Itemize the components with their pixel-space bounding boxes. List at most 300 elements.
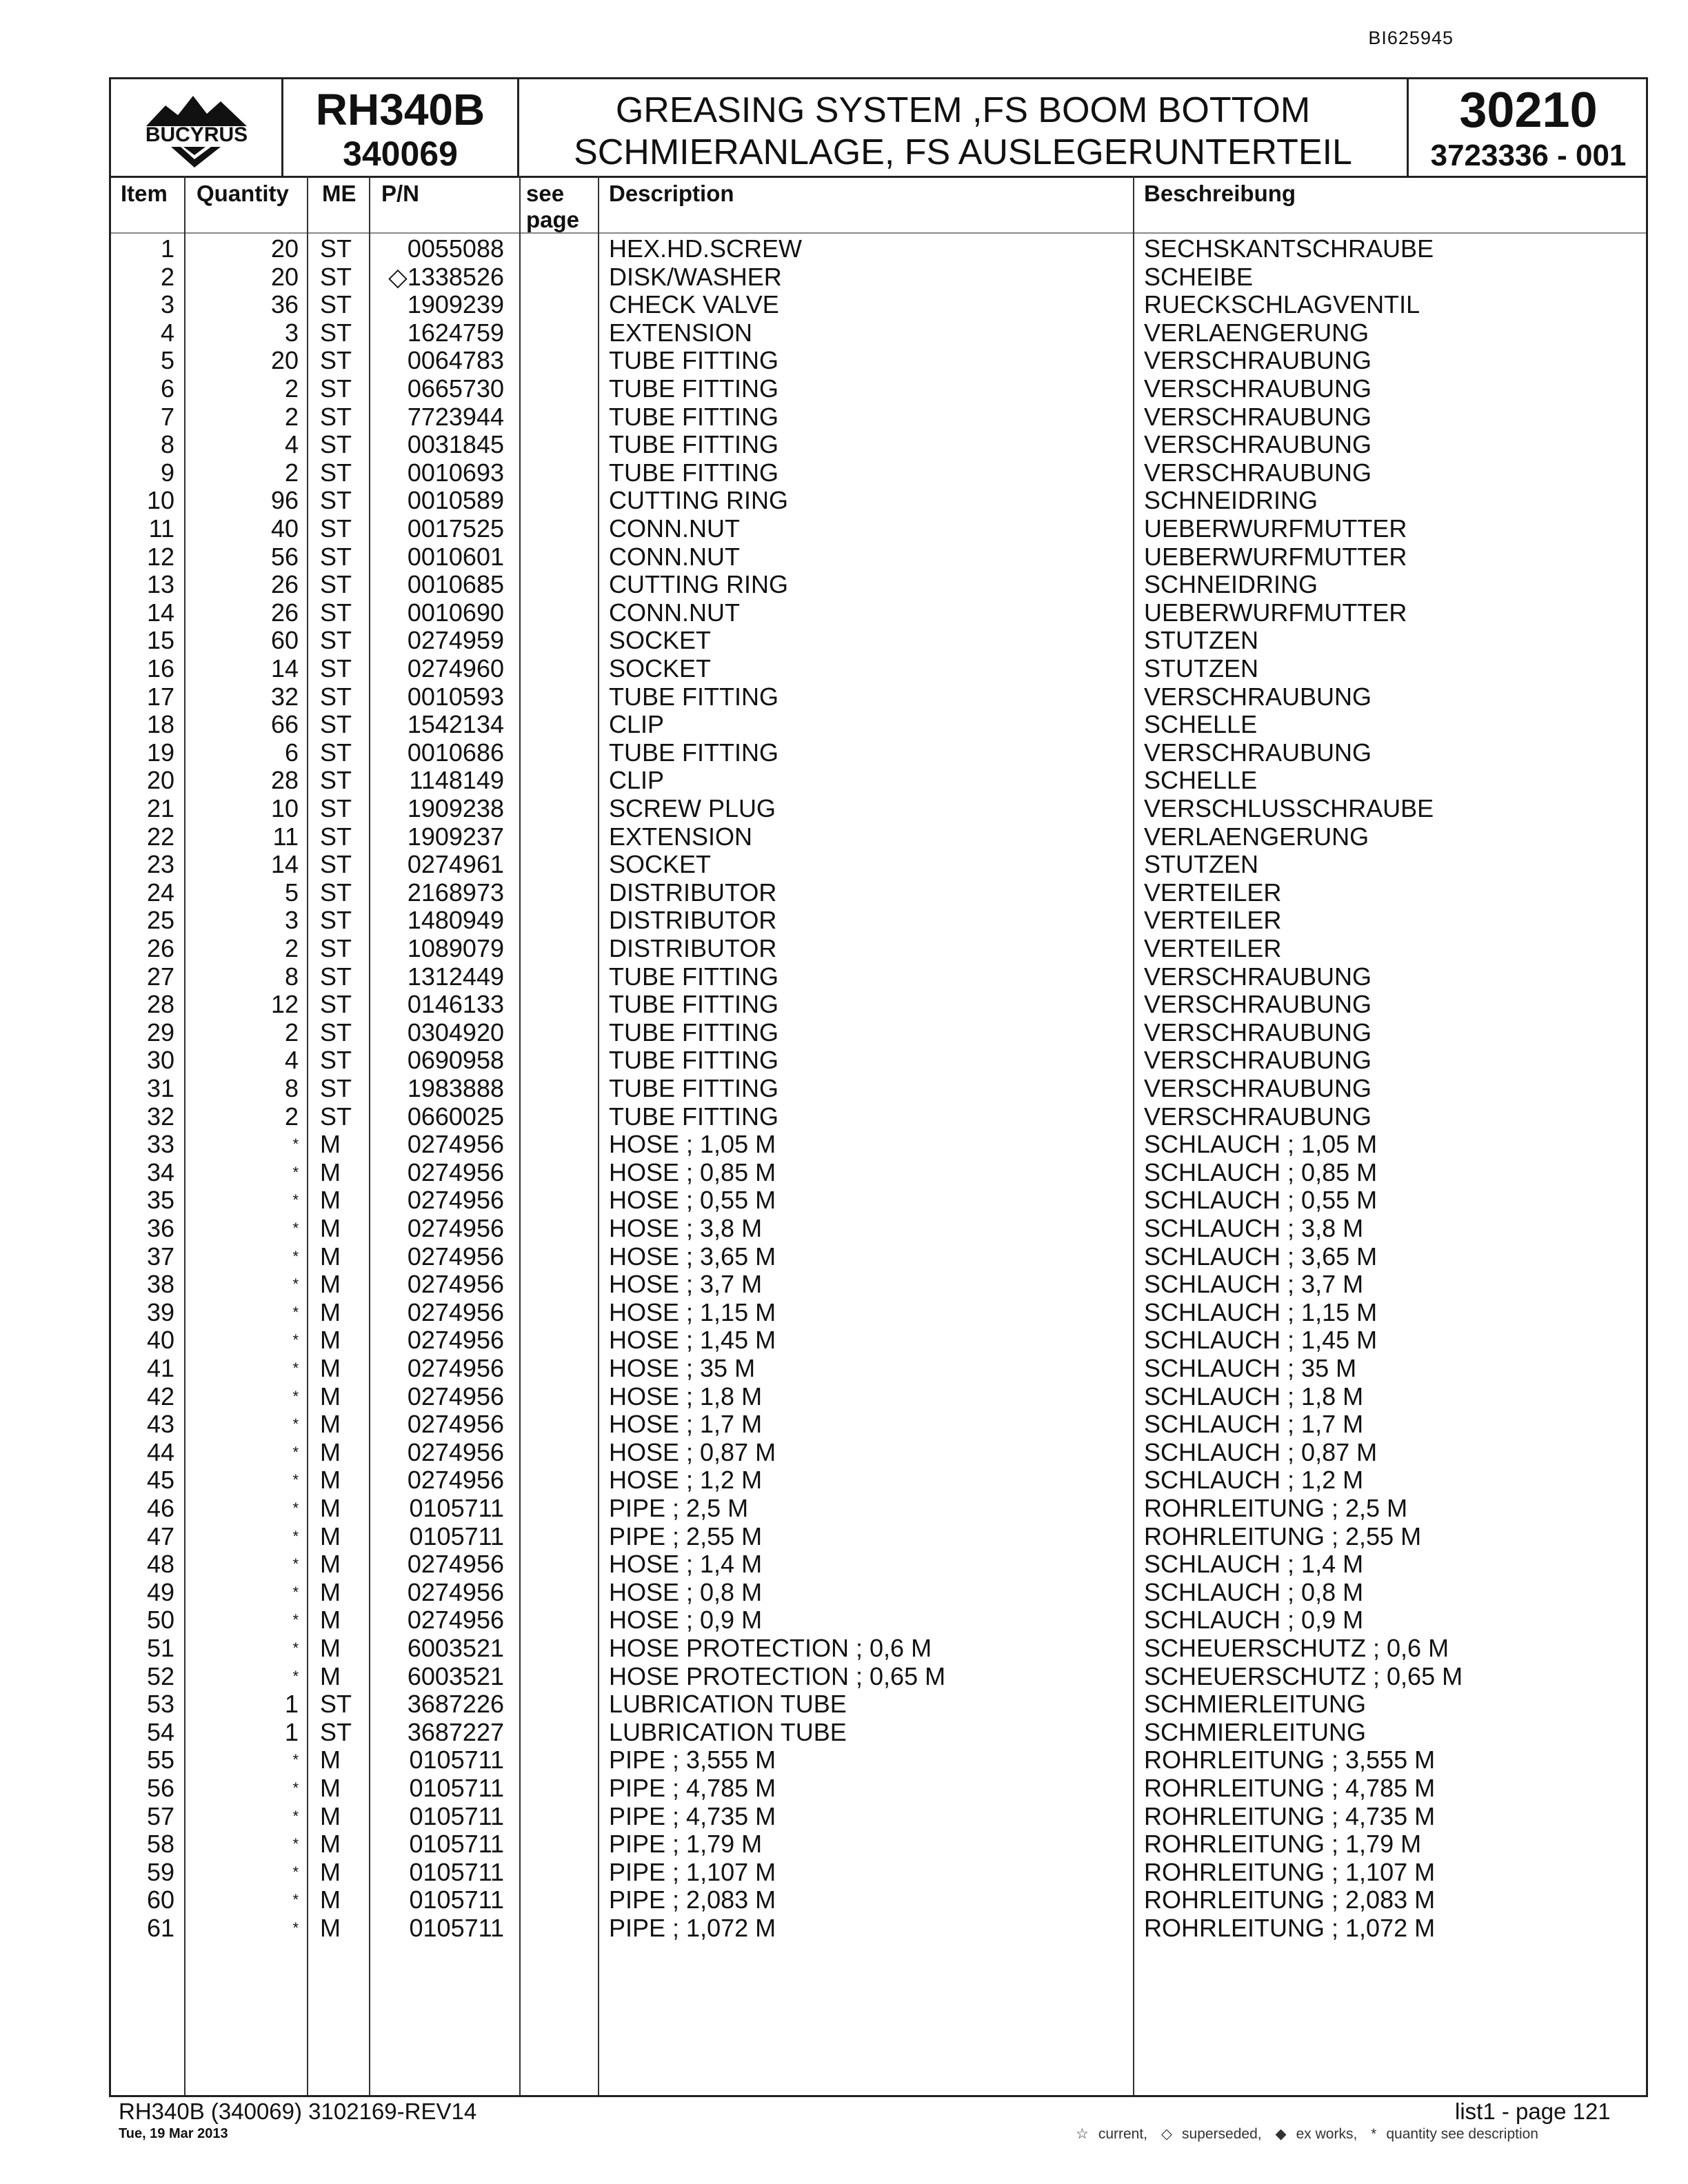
table-row [111, 1690, 1646, 1719]
table-row [111, 1495, 1646, 1523]
table-row [111, 851, 1646, 879]
item-beschreibung: ROHRLEITUNG ; 2,083 M [1144, 1885, 1436, 1914]
item-description: HOSE ; 1,2 M [609, 1466, 763, 1495]
item-number: 38 [146, 1270, 174, 1299]
item-number: 2 [160, 262, 174, 291]
diamond-outline-icon: ◇ [1160, 2126, 1173, 2142]
item-beschreibung: SCHNEIDRING [1144, 486, 1318, 515]
item-quantity: 4 [284, 430, 299, 459]
item-unit: ST [320, 374, 352, 403]
item-number: 31 [146, 1074, 174, 1102]
item-description: SOCKET [609, 654, 712, 682]
item-unit: ST [320, 486, 352, 515]
item-unit: ST [320, 1018, 352, 1046]
table-row [111, 991, 1646, 1019]
item-unit: M [320, 1521, 341, 1550]
item-description: HEX.HD.SCREW [609, 234, 803, 263]
item-quantity: 3 [284, 906, 299, 935]
item-number: 49 [146, 1577, 174, 1606]
item-number: 13 [146, 570, 174, 599]
item-unit: ST [320, 262, 352, 291]
item-part-number: 0274956 [407, 1437, 504, 1466]
table-row [111, 1746, 1646, 1775]
item-quantity: 20 [270, 234, 299, 263]
item-quantity: * [292, 1639, 299, 1657]
item-quantity: * [292, 1471, 299, 1489]
item-unit: ST [320, 598, 352, 627]
table-row [111, 403, 1646, 432]
table-row [111, 347, 1646, 375]
item-number: 6 [160, 374, 174, 403]
item-number: 47 [146, 1521, 174, 1550]
header-band [111, 79, 1646, 178]
item-quantity: * [292, 1247, 299, 1265]
item-unit: ST [320, 962, 352, 991]
footer-page-label: list1 - page 121 [1455, 2099, 1611, 2124]
item-quantity: * [292, 1163, 299, 1181]
item-description: TUBE FITTING [609, 402, 778, 431]
item-quantity: 14 [270, 850, 299, 879]
table-row [111, 1326, 1646, 1355]
item-part-number: 0010589 [407, 486, 504, 515]
item-beschreibung: ROHRLEITUNG ; 4,735 M [1144, 1801, 1436, 1830]
item-part-number: 1542134 [407, 710, 504, 739]
item-beschreibung: SCHELLE [1144, 766, 1258, 795]
item-number: 48 [146, 1550, 174, 1579]
drawing-number: 3723336 - 001 [1430, 139, 1627, 172]
col-see: see [526, 181, 565, 206]
item-unit: M [320, 1801, 341, 1830]
item-part-number: 1624759 [407, 318, 504, 347]
table-row [111, 1159, 1646, 1187]
item-unit: M [320, 1242, 341, 1271]
table-row [111, 1131, 1646, 1159]
item-description: HOSE ; 0,8 M [609, 1577, 763, 1606]
item-description: TUBE FITTING [609, 374, 778, 403]
item-part-number: 0105711 [409, 1885, 504, 1914]
item-part-number: 0105711 [409, 1830, 504, 1859]
item-part-number: 0010685 [407, 570, 504, 599]
item-beschreibung: VERSCHRAUBUNG [1144, 990, 1372, 1019]
item-beschreibung: SCHEUERSCHUTZ ; 0,6 M [1144, 1634, 1449, 1662]
table-row [111, 431, 1646, 459]
item-quantity: * [292, 1583, 299, 1601]
item-part-number: 0274956 [407, 1270, 504, 1299]
table-row [111, 599, 1646, 627]
item-number: 53 [146, 1690, 174, 1719]
svg-text:BUCYRUS: BUCYRUS [145, 123, 248, 146]
table-row [111, 459, 1646, 487]
item-number: 58 [146, 1830, 174, 1859]
item-description: CLIP [609, 766, 665, 795]
item-description: PIPE ; 4,785 M [609, 1774, 776, 1802]
item-unit: ST [320, 290, 352, 319]
item-part-number: 0304920 [407, 1018, 504, 1046]
item-number: 17 [146, 682, 174, 711]
item-part-number: 0055088 [407, 234, 504, 263]
item-number: 33 [146, 1130, 174, 1159]
item-number: 60 [146, 1885, 174, 1914]
item-description: HOSE ; 0,9 M [609, 1606, 763, 1635]
item-unit: ST [320, 738, 352, 767]
item-quantity: * [292, 1835, 299, 1853]
item-quantity: 26 [270, 598, 299, 627]
item-beschreibung: RUECKSCHLAGVENTIL [1144, 290, 1420, 319]
item-quantity: * [292, 1275, 299, 1293]
table-row [111, 1803, 1646, 1831]
item-unit: ST [320, 430, 352, 459]
item-description: TUBE FITTING [609, 1074, 778, 1102]
item-number: 9 [160, 458, 174, 487]
item-quantity: * [292, 1863, 299, 1881]
item-quantity: * [292, 1303, 299, 1321]
table-row [111, 1046, 1646, 1075]
item-part-number: 0274956 [407, 1242, 504, 1271]
item-description: HOSE ; 1,05 M [609, 1130, 776, 1159]
footer-date: Tue, 19 Mar 2013 [119, 2126, 228, 2141]
item-number: 26 [146, 934, 174, 962]
table-row [111, 1859, 1646, 1887]
model-cell [283, 79, 519, 176]
item-part-number: 1909238 [407, 794, 504, 822]
item-beschreibung: SCHLAUCH ; 35 M [1144, 1354, 1357, 1382]
table-row [111, 487, 1646, 515]
item-part-number: 0105711 [409, 1494, 504, 1522]
table-row [111, 1550, 1646, 1579]
group-number: 30210 [1459, 83, 1598, 138]
item-number: 12 [146, 542, 174, 571]
item-unit: M [320, 1577, 341, 1606]
item-beschreibung: ROHRLEITUNG ; 4,785 M [1144, 1774, 1436, 1802]
col-pn: P/N [381, 181, 420, 206]
item-part-number: 0010601 [407, 542, 504, 571]
table-row [111, 1410, 1646, 1439]
item-quantity: 20 [270, 262, 299, 291]
item-number: 23 [146, 850, 174, 879]
item-beschreibung: ROHRLEITUNG ; 1,107 M [1144, 1857, 1436, 1886]
item-beschreibung: SCHLAUCH ; 1,7 M [1144, 1410, 1364, 1439]
item-description: HOSE ; 3,7 M [609, 1270, 763, 1299]
item-number: 8 [160, 430, 174, 459]
item-description: HOSE ; 0,87 M [609, 1437, 776, 1466]
item-number: 51 [146, 1634, 174, 1662]
item-quantity: * [292, 1779, 299, 1797]
item-part-number: 0274956 [407, 1157, 504, 1186]
item-part-number: 0017525 [407, 514, 504, 543]
item-part-number: 1148149 [409, 766, 504, 795]
table-row [111, 375, 1646, 403]
table-row [111, 1383, 1646, 1411]
item-quantity: * [292, 1387, 299, 1405]
item-quantity: * [292, 1191, 299, 1209]
item-beschreibung: SCHEIBE [1144, 262, 1254, 291]
item-quantity: 56 [270, 542, 299, 571]
table-row [111, 319, 1646, 347]
item-number: 40 [146, 1326, 174, 1355]
item-unit: ST [320, 1046, 352, 1075]
item-part-number: 0274956 [407, 1466, 504, 1495]
item-quantity: * [292, 1527, 299, 1545]
item-part-number: 0105711 [409, 1746, 504, 1775]
item-unit: ST [320, 1102, 352, 1131]
item-unit: ST [320, 542, 352, 571]
item-description: HOSE ; 1,7 M [609, 1410, 763, 1439]
table-row [111, 1299, 1646, 1327]
item-part-number: 1089079 [407, 934, 504, 962]
table-row [111, 711, 1646, 739]
item-unit: ST [320, 850, 352, 879]
item-part-number: 0031845 [407, 430, 504, 459]
item-number: 59 [146, 1857, 174, 1886]
item-beschreibung: SCHLAUCH ; 3,65 M [1144, 1242, 1378, 1271]
title-english: GREASING SYSTEM ,FS BOOM BOTTOM [615, 90, 1311, 130]
item-beschreibung: STUTZEN [1144, 626, 1258, 655]
item-unit: ST [320, 654, 352, 682]
item-unit: ST [320, 234, 352, 263]
item-description: CONN.NUT [609, 514, 740, 543]
item-description: CONN.NUT [609, 542, 740, 571]
item-number: 41 [146, 1354, 174, 1382]
item-number: 14 [146, 598, 174, 627]
item-beschreibung: ROHRLEITUNG ; 2,55 M [1144, 1521, 1422, 1550]
item-description: PIPE ; 1,79 M [609, 1830, 763, 1859]
item-unit: M [320, 1157, 341, 1186]
item-unit: M [320, 1130, 341, 1159]
item-quantity: * [292, 1667, 299, 1685]
item-part-number: 0274961 [407, 850, 504, 879]
item-part-number: 1983888 [407, 1074, 504, 1102]
item-beschreibung: SCHLAUCH ; 1,15 M [1144, 1297, 1378, 1326]
item-unit: M [320, 1437, 341, 1466]
item-unit: ST [320, 794, 352, 822]
item-beschreibung: SCHLAUCH ; 1,4 M [1144, 1550, 1364, 1579]
item-beschreibung: VERSCHRAUBUNG [1144, 1018, 1372, 1046]
item-beschreibung: VERSCHRAUBUNG [1144, 430, 1372, 459]
item-quantity: 3 [284, 318, 299, 347]
item-beschreibung: VERSCHRAUBUNG [1144, 402, 1372, 431]
table-row [111, 767, 1646, 795]
col-beschreibung: Beschreibung [1144, 181, 1296, 206]
item-beschreibung: SCHLAUCH ; 3,7 M [1144, 1270, 1364, 1299]
item-beschreibung: STUTZEN [1144, 850, 1258, 879]
document-id: BI625945 [1368, 28, 1454, 48]
table-row [111, 1186, 1646, 1215]
item-beschreibung: SCHEUERSCHUTZ ; 0,65 M [1144, 1661, 1463, 1690]
item-number: 43 [146, 1410, 174, 1439]
item-unit: ST [320, 570, 352, 599]
item-part-number: 0064783 [407, 346, 504, 375]
item-quantity: 36 [270, 290, 299, 319]
item-description: DISK/WASHER [609, 262, 782, 291]
item-part-number: 0274960 [407, 654, 504, 682]
item-unit: ST [320, 346, 352, 375]
item-quantity: 2 [284, 1018, 299, 1046]
table-row [111, 1271, 1646, 1299]
item-unit: ST [320, 822, 352, 851]
item-description: PIPE ; 4,735 M [609, 1801, 776, 1830]
item-part-number: 1480949 [407, 906, 504, 935]
item-quantity: * [292, 1359, 299, 1377]
table-row [111, 795, 1646, 823]
table-row [111, 1243, 1646, 1271]
item-description: TUBE FITTING [609, 962, 778, 991]
item-beschreibung: ROHRLEITUNG ; 2,5 M [1144, 1494, 1408, 1522]
item-beschreibung: SCHLAUCH ; 0,8 M [1144, 1577, 1364, 1606]
item-unit: M [320, 1214, 341, 1242]
item-number: 21 [146, 794, 174, 822]
item-description: PIPE ; 2,55 M [609, 1521, 763, 1550]
table-row [111, 935, 1646, 963]
table-row [111, 235, 1646, 263]
item-unit: M [320, 1606, 341, 1635]
item-part-number: 0105711 [409, 1774, 504, 1802]
item-part-number: 0274956 [407, 1550, 504, 1579]
item-beschreibung: VERTEILER [1144, 878, 1282, 907]
item-part-number: 0146133 [407, 990, 504, 1019]
item-unit: ST [320, 318, 352, 347]
item-description: CUTTING RING [609, 486, 788, 515]
item-description: CLIP [609, 710, 665, 739]
item-unit: ST [320, 682, 352, 711]
item-unit: ST [320, 766, 352, 795]
item-unit: M [320, 1914, 341, 1942]
item-unit: M [320, 1354, 341, 1382]
item-description: TUBE FITTING [609, 346, 778, 375]
item-quantity: 6 [284, 738, 299, 767]
item-beschreibung: SCHLAUCH ; 3,8 M [1144, 1214, 1364, 1242]
item-number: 16 [146, 654, 174, 682]
item-part-number: 0274956 [407, 1382, 504, 1410]
item-description: EXTENSION [609, 822, 753, 851]
item-quantity: 96 [270, 486, 299, 515]
table-row [111, 1830, 1646, 1859]
item-unit: M [320, 1661, 341, 1690]
item-beschreibung: VERSCHRAUBUNG [1144, 1074, 1372, 1102]
item-unit: M [320, 1186, 341, 1215]
item-unit: M [320, 1270, 341, 1299]
item-beschreibung: UEBERWURFMUTTER [1144, 598, 1407, 627]
item-part-number: 3687226 [407, 1690, 504, 1719]
item-beschreibung: UEBERWURFMUTTER [1144, 514, 1407, 543]
item-description: CHECK VALVE [609, 290, 779, 319]
item-quantity: 11 [272, 822, 299, 851]
item-part-number: 0010686 [407, 738, 504, 767]
table-row [111, 823, 1646, 851]
table-row [111, 683, 1646, 711]
item-beschreibung: UEBERWURFMUTTER [1144, 542, 1407, 571]
table-row [111, 739, 1646, 767]
item-unit: M [320, 1830, 341, 1859]
table-row [111, 1635, 1646, 1663]
legend-current: current, [1098, 2126, 1148, 2142]
item-beschreibung: VERLAENGERUNG [1144, 318, 1369, 347]
table-row [111, 1439, 1646, 1467]
table-row [111, 1019, 1646, 1047]
item-number: 10 [146, 486, 174, 515]
item-beschreibung: ROHRLEITUNG ; 3,555 M [1144, 1746, 1436, 1775]
item-quantity: * [292, 1611, 299, 1629]
item-part-number: 0105711 [409, 1914, 504, 1942]
item-beschreibung: STUTZEN [1144, 654, 1258, 682]
item-quantity: * [292, 1891, 299, 1909]
parts-list-frame [109, 77, 1648, 2097]
item-description: HOSE ; 3,65 M [609, 1242, 776, 1271]
table-row [111, 1103, 1646, 1131]
table-row [111, 879, 1646, 907]
item-description: TUBE FITTING [609, 1102, 778, 1131]
table-row [111, 571, 1646, 599]
table-row [111, 1355, 1646, 1383]
item-beschreibung: SCHMIERLEITUNG [1144, 1690, 1367, 1719]
item-description: PIPE ; 2,5 M [609, 1494, 749, 1522]
item-quantity: 8 [284, 962, 299, 991]
item-unit: ST [320, 1074, 352, 1102]
footer-doc-ref: RH340B (340069) 3102169-REV14 [119, 2099, 477, 2124]
item-unit: M [320, 1885, 341, 1914]
table-row [111, 1775, 1646, 1803]
table-row [111, 1215, 1646, 1243]
item-beschreibung: ROHRLEITUNG ; 1,79 M [1144, 1830, 1422, 1859]
item-number: 54 [146, 1717, 174, 1746]
item-quantity: 26 [270, 570, 299, 599]
item-part-number: 0274956 [407, 1326, 504, 1355]
item-unit: M [320, 1382, 341, 1410]
item-number: 1 [160, 234, 174, 263]
item-part-number: 0274956 [407, 1606, 504, 1635]
item-number: 34 [146, 1157, 174, 1186]
item-quantity: 20 [270, 346, 299, 375]
item-quantity: 2 [284, 1102, 299, 1131]
item-description: HOSE PROTECTION ; 0,65 M [609, 1661, 946, 1690]
item-unit: M [320, 1746, 341, 1775]
item-part-number: 0274959 [407, 626, 504, 655]
item-description: HOSE ; 1,15 M [609, 1297, 776, 1326]
item-unit: ST [320, 934, 352, 962]
item-description: HOSE ; 35 M [609, 1354, 756, 1382]
item-number: 7 [160, 402, 174, 431]
asterisk-icon: * [1371, 2126, 1377, 2142]
item-quantity: 2 [284, 934, 299, 962]
item-description: TUBE FITTING [609, 1046, 778, 1075]
item-beschreibung: SCHLAUCH ; 1,8 M [1144, 1382, 1364, 1410]
item-number: 56 [146, 1774, 174, 1802]
item-unit: ST [320, 878, 352, 907]
item-beschreibung: VERTEILER [1144, 906, 1282, 935]
item-part-number: 0105711 [409, 1801, 504, 1830]
item-description: HOSE ; 1,4 M [609, 1550, 763, 1579]
item-number: 3 [160, 290, 174, 319]
item-number: 36 [146, 1214, 174, 1242]
item-description: DISTRIBUTOR [609, 934, 777, 962]
star-outline-icon: ☆ [1076, 2126, 1089, 2142]
item-quantity: * [292, 1220, 299, 1237]
item-beschreibung: SCHLAUCH ; 1,45 M [1144, 1326, 1378, 1355]
legend-superseded: superseded, [1182, 2126, 1262, 2142]
number-cell [1409, 79, 1648, 176]
item-unit: ST [320, 906, 352, 935]
title-cell [519, 79, 1409, 176]
item-unit: ST [320, 990, 352, 1019]
item-beschreibung: VERSCHRAUBUNG [1144, 962, 1372, 991]
item-unit: M [320, 1410, 341, 1439]
item-unit: ST [320, 458, 352, 487]
item-beschreibung: VERSCHRAUBUNG [1144, 374, 1372, 403]
table-row [111, 543, 1646, 572]
table-row [111, 1914, 1646, 1943]
item-part-number: 2168973 [407, 878, 504, 907]
item-description: CUTTING RING [609, 570, 788, 599]
item-unit: M [320, 1297, 341, 1326]
